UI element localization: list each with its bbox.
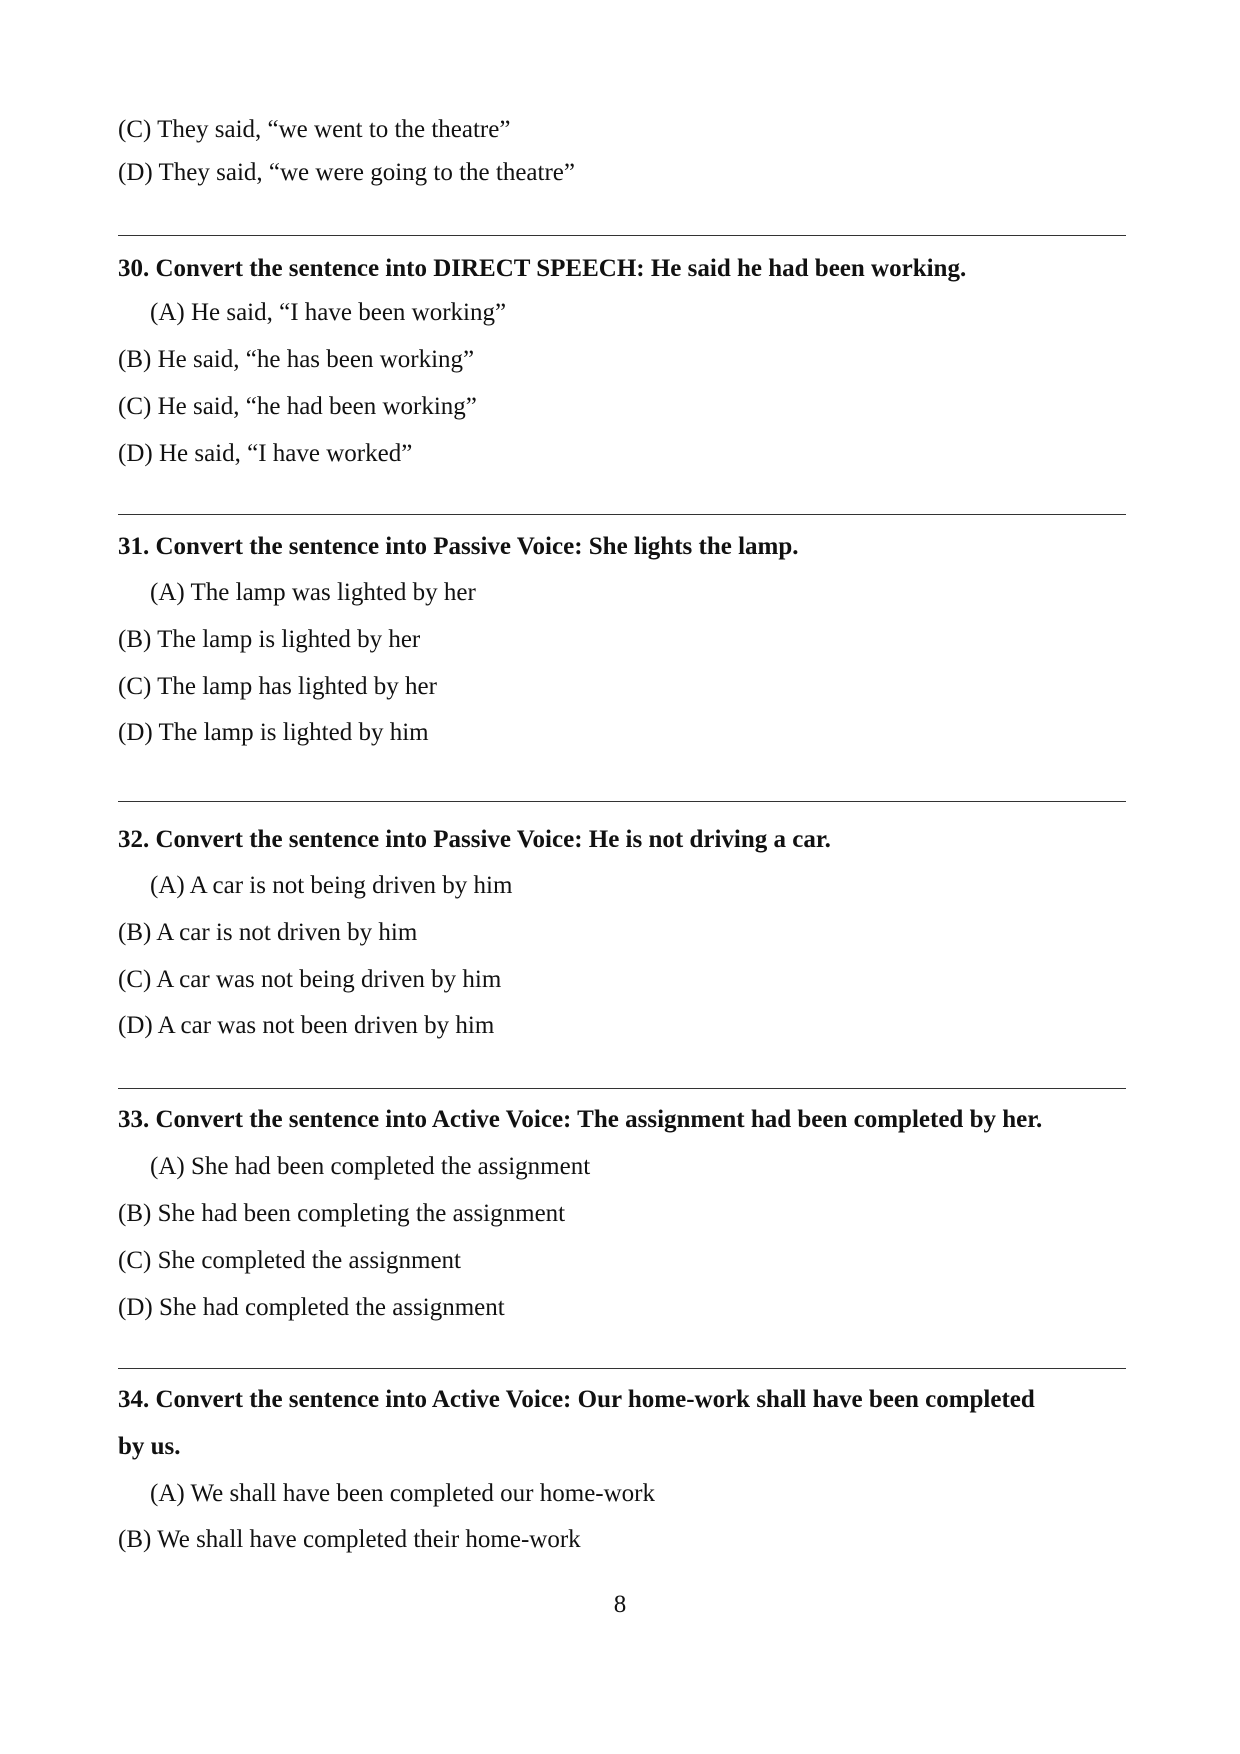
option-a: (A) A car is not being driven by him bbox=[150, 872, 513, 899]
question-33: 33. Convert the sentence into Active Voice: The assignment had been completed by her. bbox=[118, 1106, 1043, 1133]
option-c: (C) The lamp has lighted by her bbox=[118, 673, 437, 700]
option-b: (B) The lamp is lighted by her bbox=[118, 626, 421, 653]
divider bbox=[118, 235, 1126, 236]
option-c: (C) She completed the assignment bbox=[118, 1247, 461, 1274]
option-c: (C) They said, “we went to the theatre” bbox=[118, 116, 511, 143]
question-32: 32. Convert the sentence into Passive Voice: He is not driving a car. bbox=[118, 826, 831, 853]
divider bbox=[118, 514, 1126, 515]
option-a: (A) We shall have been completed our home-work bbox=[150, 1480, 655, 1507]
question-34: 34. Convert the sentence into Active Voice: Our home-work shall have been completed bbox=[118, 1386, 1035, 1413]
question-31: 31. Convert the sentence into Passive Voice: She lights the lamp. bbox=[118, 533, 799, 560]
option-d: (D) He said, “I have worked” bbox=[118, 440, 413, 467]
option-b: (B) She had been completing the assignment bbox=[118, 1200, 566, 1227]
divider bbox=[118, 1368, 1126, 1369]
option-d: (D) She had completed the assignment bbox=[118, 1294, 505, 1321]
option-c: (C) A car was not being driven by him bbox=[118, 966, 502, 993]
option-c: (C) He said, “he had been working” bbox=[118, 393, 477, 420]
option-d: (D) They said, “we were going to the theatre” bbox=[118, 159, 575, 186]
question-34-continued: by us. bbox=[118, 1433, 181, 1460]
option-a: (A) He said, “I have been working” bbox=[150, 299, 507, 326]
divider bbox=[118, 1088, 1126, 1089]
option-d: (D) A car was not been driven by him bbox=[118, 1012, 495, 1039]
option-b: (B) We shall have completed their home-work bbox=[118, 1526, 581, 1553]
option-b: (B) A car is not driven by him bbox=[118, 919, 418, 946]
option-b: (B) He said, “he has been working” bbox=[118, 346, 475, 373]
divider bbox=[118, 801, 1126, 802]
option-a: (A) She had been completed the assignment bbox=[150, 1153, 591, 1180]
option-d: (D) The lamp is lighted by him bbox=[118, 719, 429, 746]
page-number: 8 bbox=[613, 1591, 627, 1618]
question-30: 30. Convert the sentence into DIRECT SPEECH: He said he had been working. bbox=[118, 255, 967, 282]
option-a: (A) The lamp was lighted by her bbox=[150, 579, 476, 606]
